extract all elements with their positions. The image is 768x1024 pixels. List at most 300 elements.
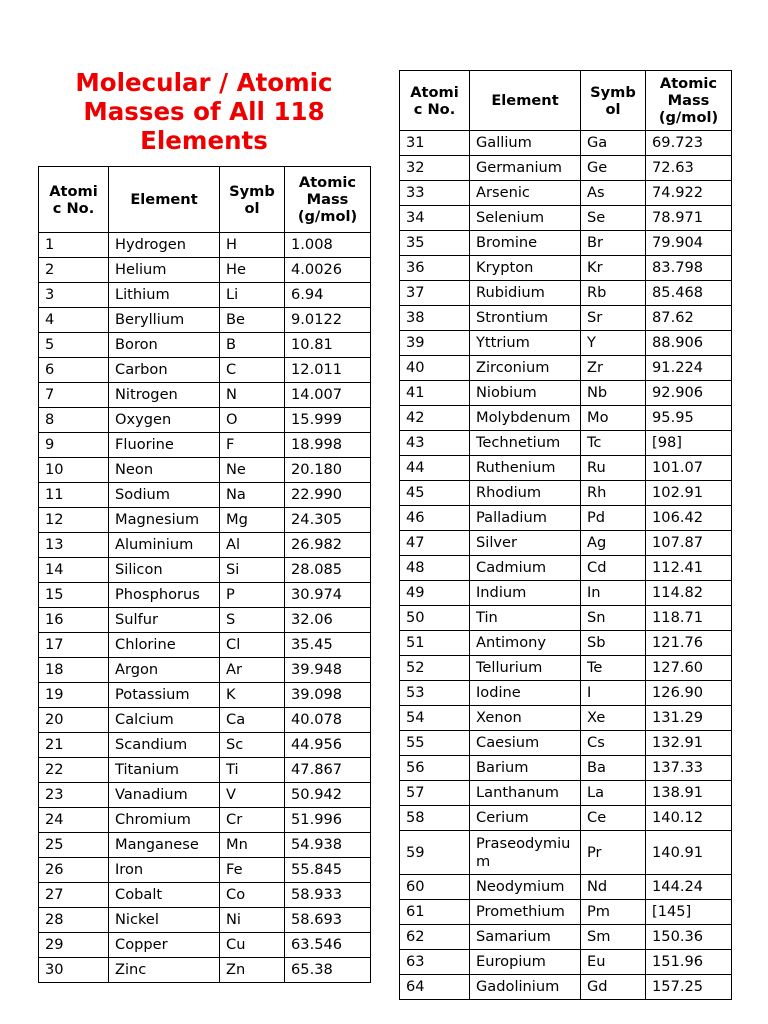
element-name-cell: Germanium [470, 156, 581, 181]
symbol-cell: H [220, 233, 285, 258]
element-name-cell: Cadmium [470, 556, 581, 581]
symbol-cell: Mn [220, 833, 285, 858]
table-row [400, 631, 732, 656]
element-name-cell: Calcium [109, 708, 220, 733]
atomic-number-cell: 31 [400, 131, 470, 156]
symbol-cell: Ru [581, 456, 646, 481]
table-row [400, 181, 732, 206]
element-name-cell: Copper [109, 933, 220, 958]
element-name-cell: Antimony [470, 631, 581, 656]
element-name-cell: Potassium [109, 683, 220, 708]
atomic-mass-cell: 102.91 [646, 481, 732, 506]
symbol-cell: Rh [581, 481, 646, 506]
symbol-cell: Te [581, 656, 646, 681]
atomic-number-cell: 21 [39, 733, 109, 758]
symbol-cell: O [220, 408, 285, 433]
atomic-mass-cell: 9.0122 [285, 308, 371, 333]
element-name-cell: Chromium [109, 808, 220, 833]
atomic-number-cell: 39 [400, 331, 470, 356]
symbol-cell: In [581, 581, 646, 606]
atomic-number-cell: 50 [400, 606, 470, 631]
element-name-cell: Sulfur [109, 608, 220, 633]
symbol-cell: Ag [581, 531, 646, 556]
atomic-mass-cell: 22.990 [285, 483, 371, 508]
table-row [400, 531, 732, 556]
symbol-cell: Sc [220, 733, 285, 758]
atomic-number-cell: 11 [39, 483, 109, 508]
element-name-cell: Xenon [470, 706, 581, 731]
element-name-cell: Oxygen [109, 408, 220, 433]
atomic-number-cell: 5 [39, 333, 109, 358]
element-name-cell: Caesium [470, 731, 581, 756]
element-name-cell: Chlorine [109, 633, 220, 658]
atomic-number-cell: 6 [39, 358, 109, 383]
atomic-mass-cell: 118.71 [646, 606, 732, 631]
atomic-mass-cell: 10.81 [285, 333, 371, 358]
atomic-mass-cell: 95.95 [646, 406, 732, 431]
atomic-number-cell: 64 [400, 975, 470, 1000]
table-row [39, 533, 371, 558]
atomic-mass-cell: 87.62 [646, 306, 732, 331]
atomic-number-cell: 33 [400, 181, 470, 206]
atomic-number-cell: 41 [400, 381, 470, 406]
element-name-cell: Barium [470, 756, 581, 781]
element-name-cell: Manganese [109, 833, 220, 858]
table-row [400, 925, 732, 950]
atomic-mass-cell: 101.07 [646, 456, 732, 481]
element-name-cell: Sodium [109, 483, 220, 508]
atomic-number-cell: 2 [39, 258, 109, 283]
symbol-cell: B [220, 333, 285, 358]
table-row [400, 406, 732, 431]
atomic-mass-cell: 39.948 [285, 658, 371, 683]
title-line-1: Molecular / Atomic [75, 68, 333, 97]
atomic-mass-cell: 137.33 [646, 756, 732, 781]
atomic-mass-cell: 26.982 [285, 533, 371, 558]
atomic-number-cell: 14 [39, 558, 109, 583]
element-name-cell: Europium [470, 950, 581, 975]
atomic-mass-cell: 40.078 [285, 708, 371, 733]
element-name-cell: Rhodium [470, 481, 581, 506]
atomic-number-cell: 18 [39, 658, 109, 683]
symbol-cell: Rb [581, 281, 646, 306]
header-element: Element [109, 167, 220, 233]
symbol-cell: Cl [220, 633, 285, 658]
symbol-cell: Ca [220, 708, 285, 733]
symbol-cell: Sb [581, 631, 646, 656]
element-name-cell: Niobium [470, 381, 581, 406]
table-row [39, 608, 371, 633]
table-row [400, 806, 732, 831]
atomic-mass-cell: 138.91 [646, 781, 732, 806]
symbol-cell: Cu [220, 933, 285, 958]
element-name-cell: Selenium [470, 206, 581, 231]
symbol-cell: Ce [581, 806, 646, 831]
element-name-cell: Krypton [470, 256, 581, 281]
table-row [400, 431, 732, 456]
header-atomic-no: Atomi c No. [400, 71, 470, 131]
element-name-cell: Iodine [470, 681, 581, 706]
table-row [400, 131, 732, 156]
table-row [39, 708, 371, 733]
atomic-number-cell: 58 [400, 806, 470, 831]
element-name-cell: Beryllium [109, 308, 220, 333]
table-row [400, 950, 732, 975]
table-row [39, 358, 371, 383]
element-name-cell: Indium [470, 581, 581, 606]
symbol-cell: Al [220, 533, 285, 558]
atomic-number-cell: 53 [400, 681, 470, 706]
table-row [39, 383, 371, 408]
element-name-cell: Technetium [470, 431, 581, 456]
atomic-mass-cell: 54.938 [285, 833, 371, 858]
symbol-cell: N [220, 383, 285, 408]
symbol-cell: Zn [220, 958, 285, 983]
atomic-mass-cell: 63.546 [285, 933, 371, 958]
element-name-cell: Fluorine [109, 433, 220, 458]
table-row [39, 683, 371, 708]
symbol-cell: Xe [581, 706, 646, 731]
atomic-number-cell: 8 [39, 408, 109, 433]
atomic-mass-cell: 6.94 [285, 283, 371, 308]
table-row [39, 583, 371, 608]
atomic-mass-cell: 69.723 [646, 131, 732, 156]
element-name-cell: Magnesium [109, 508, 220, 533]
atomic-mass-cell: 150.36 [646, 925, 732, 950]
symbol-cell: Cs [581, 731, 646, 756]
table-row [400, 331, 732, 356]
element-name-cell: Zinc [109, 958, 220, 983]
atomic-mass-cell: 65.38 [285, 958, 371, 983]
table-row [39, 458, 371, 483]
element-name-cell: Lanthanum [470, 781, 581, 806]
element-name-cell: Yttrium [470, 331, 581, 356]
atomic-mass-cell: 51.996 [285, 808, 371, 833]
symbol-cell: Ga [581, 131, 646, 156]
table-row [400, 356, 732, 381]
element-name-cell: Aluminium [109, 533, 220, 558]
atomic-mass-cell: 112.41 [646, 556, 732, 581]
atomic-mass-cell: 72.63 [646, 156, 732, 181]
title-line-3: Elements [140, 126, 268, 155]
symbol-cell: Co [220, 883, 285, 908]
table-row [39, 783, 371, 808]
atomic-mass-cell: 30.974 [285, 583, 371, 608]
table-row [400, 156, 732, 181]
table-row [39, 558, 371, 583]
atomic-number-cell: 47 [400, 531, 470, 556]
element-name-cell: Bromine [470, 231, 581, 256]
atomic-number-cell: 28 [39, 908, 109, 933]
atomic-number-cell: 57 [400, 781, 470, 806]
table-row [39, 258, 371, 283]
atomic-mass-cell: 55.845 [285, 858, 371, 883]
symbol-cell: Ar [220, 658, 285, 683]
symbol-cell: Zr [581, 356, 646, 381]
atomic-number-cell: 17 [39, 633, 109, 658]
atomic-mass-cell: 74.922 [646, 181, 732, 206]
atomic-number-cell: 44 [400, 456, 470, 481]
symbol-cell: Si [220, 558, 285, 583]
table-row [400, 481, 732, 506]
atomic-mass-cell: 127.60 [646, 656, 732, 681]
table-row [400, 381, 732, 406]
symbol-cell: Mo [581, 406, 646, 431]
element-name-cell: Neodymium [470, 875, 581, 900]
atomic-number-cell: 12 [39, 508, 109, 533]
header-atomic-mass: Atomic Mass (g/mol) [646, 71, 732, 131]
element-name-cell: Cobalt [109, 883, 220, 908]
element-name-cell: Strontium [470, 306, 581, 331]
atomic-number-cell: 62 [400, 925, 470, 950]
symbol-cell: Se [581, 206, 646, 231]
atomic-number-cell: 3 [39, 283, 109, 308]
table-row [39, 283, 371, 308]
atomic-number-cell: 27 [39, 883, 109, 908]
table-row [400, 306, 732, 331]
element-name-cell: Tin [470, 606, 581, 631]
table-header-row [39, 167, 371, 233]
symbol-cell: Ge [581, 156, 646, 181]
symbol-cell: Cr [220, 808, 285, 833]
element-name-cell: Vanadium [109, 783, 220, 808]
symbol-cell: Kr [581, 256, 646, 281]
atomic-number-cell: 4 [39, 308, 109, 333]
atomic-number-cell: 30 [39, 958, 109, 983]
symbol-cell: Ba [581, 756, 646, 781]
element-name-cell: Titanium [109, 758, 220, 783]
table-row [400, 581, 732, 606]
atomic-mass-cell: 131.29 [646, 706, 732, 731]
atomic-number-cell: 9 [39, 433, 109, 458]
table-row [39, 233, 371, 258]
element-name-cell: Rubidium [470, 281, 581, 306]
symbol-cell: Cd [581, 556, 646, 581]
symbol-cell: Tc [581, 431, 646, 456]
table-row [39, 408, 371, 433]
element-name-cell: Ruthenium [470, 456, 581, 481]
atomic-mass-cell: 32.06 [285, 608, 371, 633]
atomic-mass-cell: 151.96 [646, 950, 732, 975]
atomic-mass-cell: 92.906 [646, 381, 732, 406]
atomic-number-cell: 63 [400, 950, 470, 975]
atomic-mass-cell: 18.998 [285, 433, 371, 458]
atomic-number-cell: 19 [39, 683, 109, 708]
table-row [39, 758, 371, 783]
table-row [39, 658, 371, 683]
atomic-mass-cell: 126.90 [646, 681, 732, 706]
element-name-cell: Nitrogen [109, 383, 220, 408]
table-header-row [400, 71, 732, 131]
atomic-number-cell: 38 [400, 306, 470, 331]
atomic-number-cell: 45 [400, 481, 470, 506]
atomic-number-cell: 15 [39, 583, 109, 608]
atomic-mass-cell: 85.468 [646, 281, 732, 306]
atomic-number-cell: 49 [400, 581, 470, 606]
element-name-cell: Cerium [470, 806, 581, 831]
symbol-cell: Sn [581, 606, 646, 631]
element-name-cell: Nickel [109, 908, 220, 933]
title-line-2: Masses of All 118 [83, 97, 325, 126]
element-name-cell: Gadolinium [470, 975, 581, 1000]
atomic-mass-cell: 14.007 [285, 383, 371, 408]
atomic-mass-cell: 24.305 [285, 508, 371, 533]
table-row [39, 308, 371, 333]
atomic-mass-cell: 58.933 [285, 883, 371, 908]
element-name-cell: Iron [109, 858, 220, 883]
symbol-cell: P [220, 583, 285, 608]
atomic-mass-cell: 121.76 [646, 631, 732, 656]
header-atomic-mass: Atomic Mass (g/mol) [285, 167, 371, 233]
atomic-mass-cell: 15.999 [285, 408, 371, 433]
header-symbol: Symb ol [220, 167, 285, 233]
table-row [400, 900, 732, 925]
atomic-number-cell: 25 [39, 833, 109, 858]
element-name-cell: Samarium [470, 925, 581, 950]
element-name-cell: Silicon [109, 558, 220, 583]
element-name-cell: Tellurium [470, 656, 581, 681]
atomic-mass-cell: 79.904 [646, 231, 732, 256]
element-name-cell: Phosphorus [109, 583, 220, 608]
element-name-cell: Molybdenum [470, 406, 581, 431]
atomic-number-cell: 42 [400, 406, 470, 431]
table-row [400, 875, 732, 900]
atomic-number-cell: 20 [39, 708, 109, 733]
symbol-cell: Pr [581, 831, 646, 875]
atomic-number-cell: 46 [400, 506, 470, 531]
atomic-number-cell: 7 [39, 383, 109, 408]
atomic-mass-cell: 83.798 [646, 256, 732, 281]
table-row [39, 833, 371, 858]
atomic-number-cell: 55 [400, 731, 470, 756]
atomic-mass-cell: [145] [646, 900, 732, 925]
table-row [39, 883, 371, 908]
table-row [400, 456, 732, 481]
atomic-mass-cell: 144.24 [646, 875, 732, 900]
atomic-number-cell: 13 [39, 533, 109, 558]
table-row [39, 508, 371, 533]
symbol-cell: He [220, 258, 285, 283]
atomic-number-cell: 24 [39, 808, 109, 833]
table-row [400, 231, 732, 256]
table-row [400, 506, 732, 531]
element-name-cell: Promethium [470, 900, 581, 925]
element-table-left [38, 166, 371, 983]
header-element: Element [470, 71, 581, 131]
atomic-number-cell: 60 [400, 875, 470, 900]
symbol-cell: F [220, 433, 285, 458]
atomic-number-cell: 32 [400, 156, 470, 181]
symbol-cell: Li [220, 283, 285, 308]
atomic-mass-cell: 58.693 [285, 908, 371, 933]
atomic-mass-cell: [98] [646, 431, 732, 456]
element-name-cell: Silver [470, 531, 581, 556]
symbol-cell: K [220, 683, 285, 708]
atomic-mass-cell: 50.942 [285, 783, 371, 808]
atomic-number-cell: 36 [400, 256, 470, 281]
element-name-cell: Zirconium [470, 356, 581, 381]
symbol-cell: Mg [220, 508, 285, 533]
table-row [39, 808, 371, 833]
symbol-cell: As [581, 181, 646, 206]
table-row [39, 858, 371, 883]
table-row [400, 781, 732, 806]
symbol-cell: Br [581, 231, 646, 256]
element-name-cell: Helium [109, 258, 220, 283]
atomic-mass-cell: 107.87 [646, 531, 732, 556]
table-row [400, 831, 732, 875]
symbol-cell: Ni [220, 908, 285, 933]
atomic-number-cell: 26 [39, 858, 109, 883]
atomic-number-cell: 23 [39, 783, 109, 808]
table-row [400, 256, 732, 281]
atomic-mass-cell: 39.098 [285, 683, 371, 708]
table-row [400, 756, 732, 781]
element-name-cell: Carbon [109, 358, 220, 383]
element-name-cell: Lithium [109, 283, 220, 308]
atomic-mass-cell: 44.956 [285, 733, 371, 758]
table-row [39, 633, 371, 658]
table-row [39, 733, 371, 758]
atomic-number-cell: 34 [400, 206, 470, 231]
table-row [400, 731, 732, 756]
atomic-number-cell: 48 [400, 556, 470, 581]
atomic-mass-cell: 88.906 [646, 331, 732, 356]
element-name-cell: Praseodymiu m [470, 831, 581, 875]
atomic-number-cell: 52 [400, 656, 470, 681]
atomic-mass-cell: 1.008 [285, 233, 371, 258]
atomic-mass-cell: 20.180 [285, 458, 371, 483]
page-title [38, 68, 370, 155]
table-row [39, 958, 371, 983]
symbol-cell: Y [581, 331, 646, 356]
element-name-cell: Palladium [470, 506, 581, 531]
atomic-number-cell: 54 [400, 706, 470, 731]
header-symbol: Symb ol [581, 71, 646, 131]
atomic-number-cell: 61 [400, 900, 470, 925]
table-row [400, 206, 732, 231]
element-table-right [399, 70, 732, 1000]
table-row [400, 606, 732, 631]
symbol-cell: S [220, 608, 285, 633]
symbol-cell: V [220, 783, 285, 808]
element-name-cell: Argon [109, 658, 220, 683]
atomic-mass-cell: 12.011 [285, 358, 371, 383]
header-atomic-no: Atomi c No. [39, 167, 109, 233]
symbol-cell: C [220, 358, 285, 383]
atomic-number-cell: 40 [400, 356, 470, 381]
element-name-cell: Scandium [109, 733, 220, 758]
element-name-cell: Neon [109, 458, 220, 483]
table-row [39, 333, 371, 358]
atomic-mass-cell: 132.91 [646, 731, 732, 756]
table-row [39, 433, 371, 458]
symbol-cell: Nb [581, 381, 646, 406]
atomic-mass-cell: 35.45 [285, 633, 371, 658]
symbol-cell: Eu [581, 950, 646, 975]
atomic-mass-cell: 47.867 [285, 758, 371, 783]
atomic-number-cell: 51 [400, 631, 470, 656]
table-row [39, 483, 371, 508]
atomic-mass-cell: 157.25 [646, 975, 732, 1000]
table-row [400, 706, 732, 731]
atomic-mass-cell: 91.224 [646, 356, 732, 381]
table-row [400, 281, 732, 306]
symbol-cell: Ti [220, 758, 285, 783]
atomic-mass-cell: 140.91 [646, 831, 732, 875]
symbol-cell: Pd [581, 506, 646, 531]
symbol-cell: I [581, 681, 646, 706]
